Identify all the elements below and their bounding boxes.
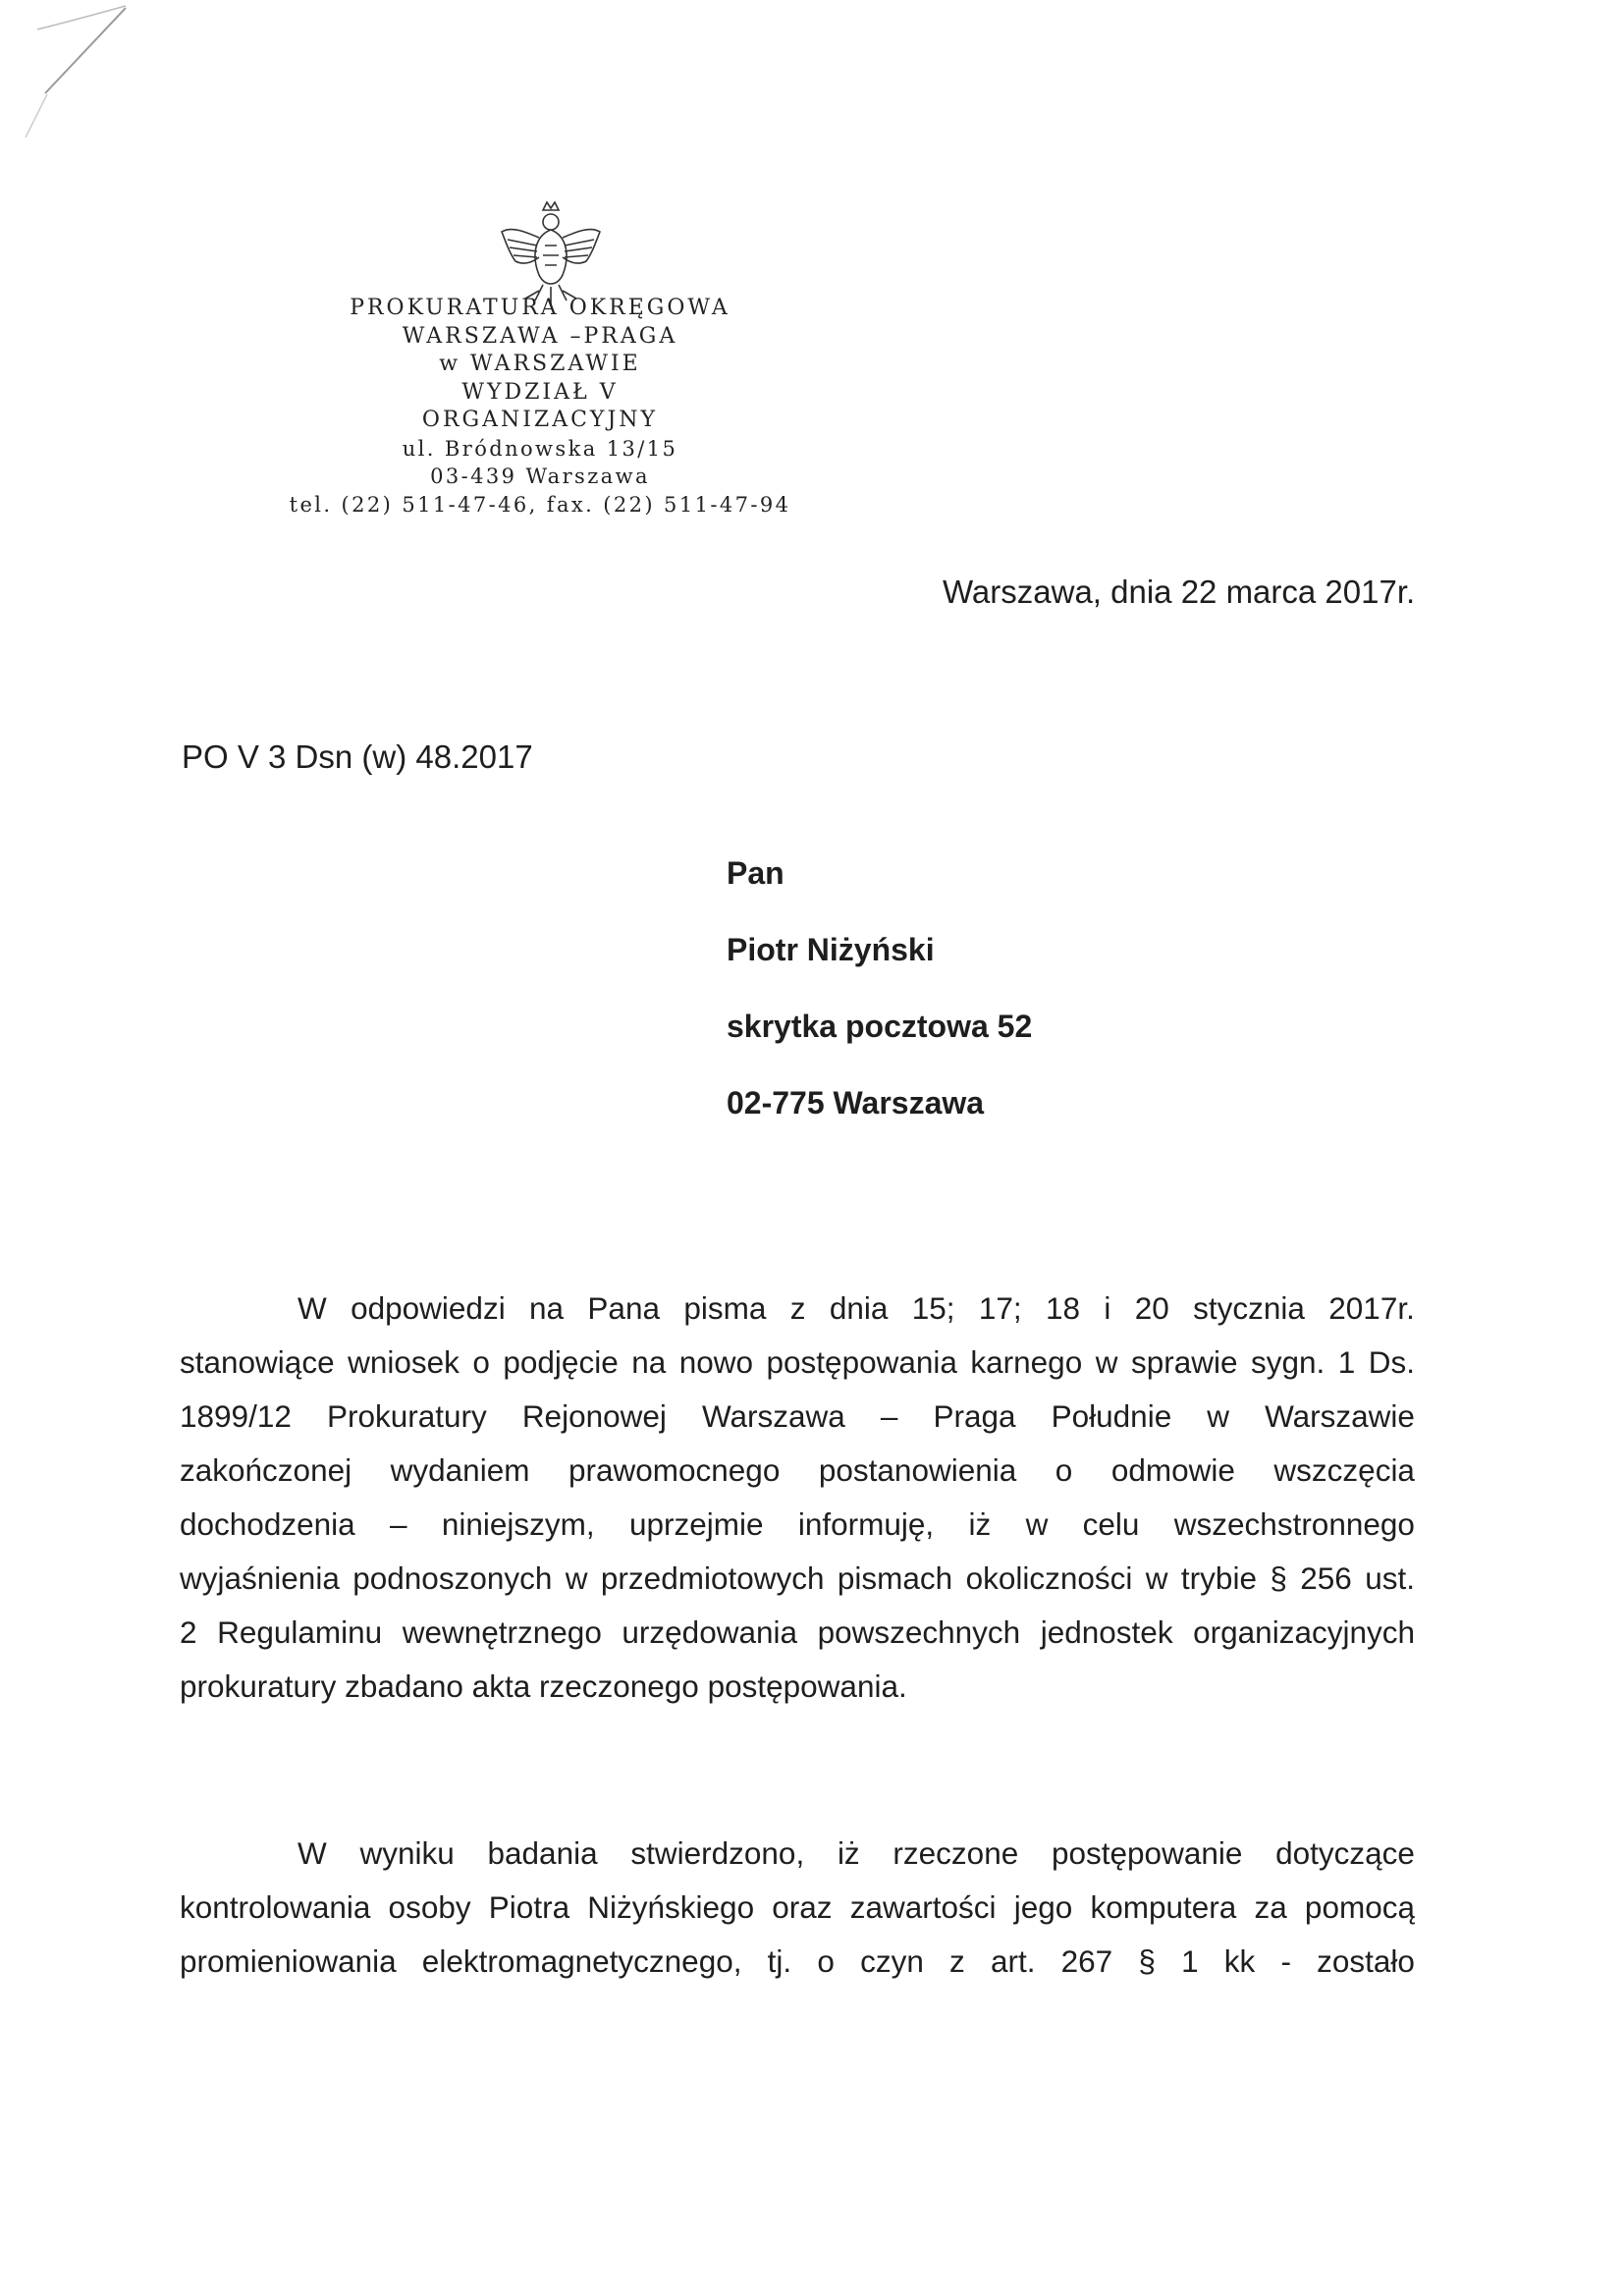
word: na: [529, 1290, 565, 1326]
word: prawomocnego: [568, 1452, 781, 1488]
word: w: [1025, 1506, 1049, 1542]
word: odmowie: [1110, 1452, 1235, 1488]
paragraph-1: [180, 1282, 1415, 1714]
line-text: wyjaśnienia podnoszonych w przedmiotowych pismach okoliczności w trybie § 256 ust.: [180, 1560, 1415, 1596]
word: 1: [1181, 1943, 1199, 1979]
word: i: [1104, 1290, 1111, 1326]
word: Południe: [1051, 1398, 1172, 1434]
word: informuję,: [797, 1506, 935, 1542]
word: dochodzenia: [180, 1506, 355, 1542]
word: czyn: [860, 1943, 924, 1979]
word: –: [880, 1398, 898, 1434]
word: 20: [1134, 1290, 1169, 1326]
word: 267: [1060, 1943, 1113, 1979]
word: pisma: [683, 1290, 767, 1326]
word: §: [1138, 1943, 1156, 1979]
word: Praga: [933, 1398, 1016, 1434]
word: odpowiedzi: [351, 1290, 506, 1326]
pen-stroke-mark: [18, 0, 135, 147]
paragraph-line: [180, 1498, 1415, 1552]
paragraph-line: [180, 1390, 1415, 1444]
word: dotyczące: [1275, 1835, 1415, 1871]
word: iż: [968, 1506, 992, 1542]
word: w: [1207, 1398, 1230, 1434]
word: wyniku: [359, 1835, 455, 1871]
word: postępowanie: [1051, 1835, 1243, 1871]
word: wszczęcia: [1273, 1452, 1415, 1488]
letterhead-line-department-name: ORGANIZACYJNY: [421, 408, 659, 432]
word: art.: [990, 1943, 1036, 1979]
word: Warszawie: [1265, 1398, 1415, 1434]
paragraph-line: [180, 1336, 1415, 1390]
paragraph-line: [180, 1935, 1415, 1989]
letterhead-line-postcode: 03-439 Warszawa: [430, 465, 650, 488]
line-text: prokuratury zbadano akta rzeczonego postępowania.: [180, 1668, 907, 1704]
line-text: kontrolowania osoby Piotra Niżyńskiego oraz zawartości jego komputera za pomocą: [180, 1889, 1415, 1925]
word: z: [789, 1290, 806, 1326]
letterhead-line-contact: tel. (22) 511-47-46, fax. (22) 511-47-94: [289, 492, 791, 517]
word: o: [817, 1943, 835, 1979]
word: zostało: [1317, 1943, 1415, 1979]
word: o: [1055, 1452, 1073, 1488]
recipient-name: Piotr Niżyński: [727, 932, 935, 967]
word: 18: [1046, 1290, 1081, 1326]
word: z: [949, 1943, 965, 1979]
word: W: [298, 1290, 327, 1326]
word: Prokuratury: [326, 1398, 487, 1434]
word: 2017r.: [1328, 1290, 1415, 1326]
word: promieniowania: [180, 1943, 397, 1979]
word: wydaniem: [390, 1452, 530, 1488]
word: iż: [837, 1835, 860, 1871]
letterhead: [285, 295, 795, 519]
word: wszechstronnego: [1173, 1506, 1415, 1542]
recipient-address: [727, 854, 1316, 1161]
paragraph-line: [180, 1881, 1415, 1935]
letterhead-line-street: ul. Bródnowska 13/15: [402, 436, 678, 461]
paragraph-line: [180, 1282, 1415, 1336]
word: Pana: [587, 1290, 660, 1326]
letterhead-line-department: WYDZIAŁ V: [461, 379, 619, 405]
word: elektromagnetycznego,: [421, 1943, 742, 1979]
word: 15;: [911, 1290, 955, 1326]
word: badania: [487, 1835, 598, 1871]
paragraph-line: [180, 1660, 1415, 1714]
word: 1899/12: [180, 1398, 292, 1434]
polish-eagle-emblem-icon: [496, 196, 604, 309]
word: zakończonej: [180, 1452, 352, 1488]
recipient-salutation: Pan: [727, 855, 784, 891]
letterhead-line-region: WARSZAWA –PRAGA: [402, 323, 678, 349]
word: stwierdzono,: [630, 1835, 805, 1871]
word: 17;: [978, 1290, 1022, 1326]
word: Rejonowej: [521, 1398, 667, 1434]
paragraph-2: [180, 1827, 1415, 1989]
recipient-city: 02-775 Warszawa: [727, 1085, 985, 1121]
word: uprzejmie: [628, 1506, 764, 1542]
word: W: [298, 1835, 327, 1871]
word: postanowienia: [818, 1452, 1017, 1488]
paragraph-line: [180, 1552, 1415, 1606]
paragraph-line: [180, 1606, 1415, 1660]
word: rzeczone: [893, 1835, 1019, 1871]
word: –: [389, 1506, 407, 1542]
line-text: 2 Regulaminu wewnętrznego urzędowania powszechnych jednostek organizacyjnych: [180, 1614, 1415, 1650]
word: -: [1280, 1943, 1291, 1979]
line-text: stanowiące wniosek o podjęcie na nowo postępowania karnego w sprawie sygn. 1 Ds.: [180, 1344, 1415, 1380]
paragraph-line: [180, 1827, 1415, 1881]
paragraph-line: [180, 1444, 1415, 1498]
word: stycznia: [1193, 1290, 1305, 1326]
recipient-po-box: skrytka pocztowa 52: [727, 1009, 1033, 1044]
letterhead-line-city: w WARSZAWIE: [439, 352, 641, 376]
date-line: Warszawa, dnia 22 marca 2017r.: [943, 574, 1416, 610]
word: celu: [1082, 1506, 1140, 1542]
word: dnia: [829, 1290, 889, 1326]
word: tj.: [767, 1943, 792, 1979]
word: Warszawa: [701, 1398, 845, 1434]
word: kk: [1223, 1943, 1256, 1979]
word: niniejszym,: [441, 1506, 595, 1542]
letterhead-line-institution: PROKURATURA OKRĘGOWA: [350, 296, 730, 320]
case-reference: PO V 3 Dsn (w) 48.2017: [182, 738, 533, 775]
